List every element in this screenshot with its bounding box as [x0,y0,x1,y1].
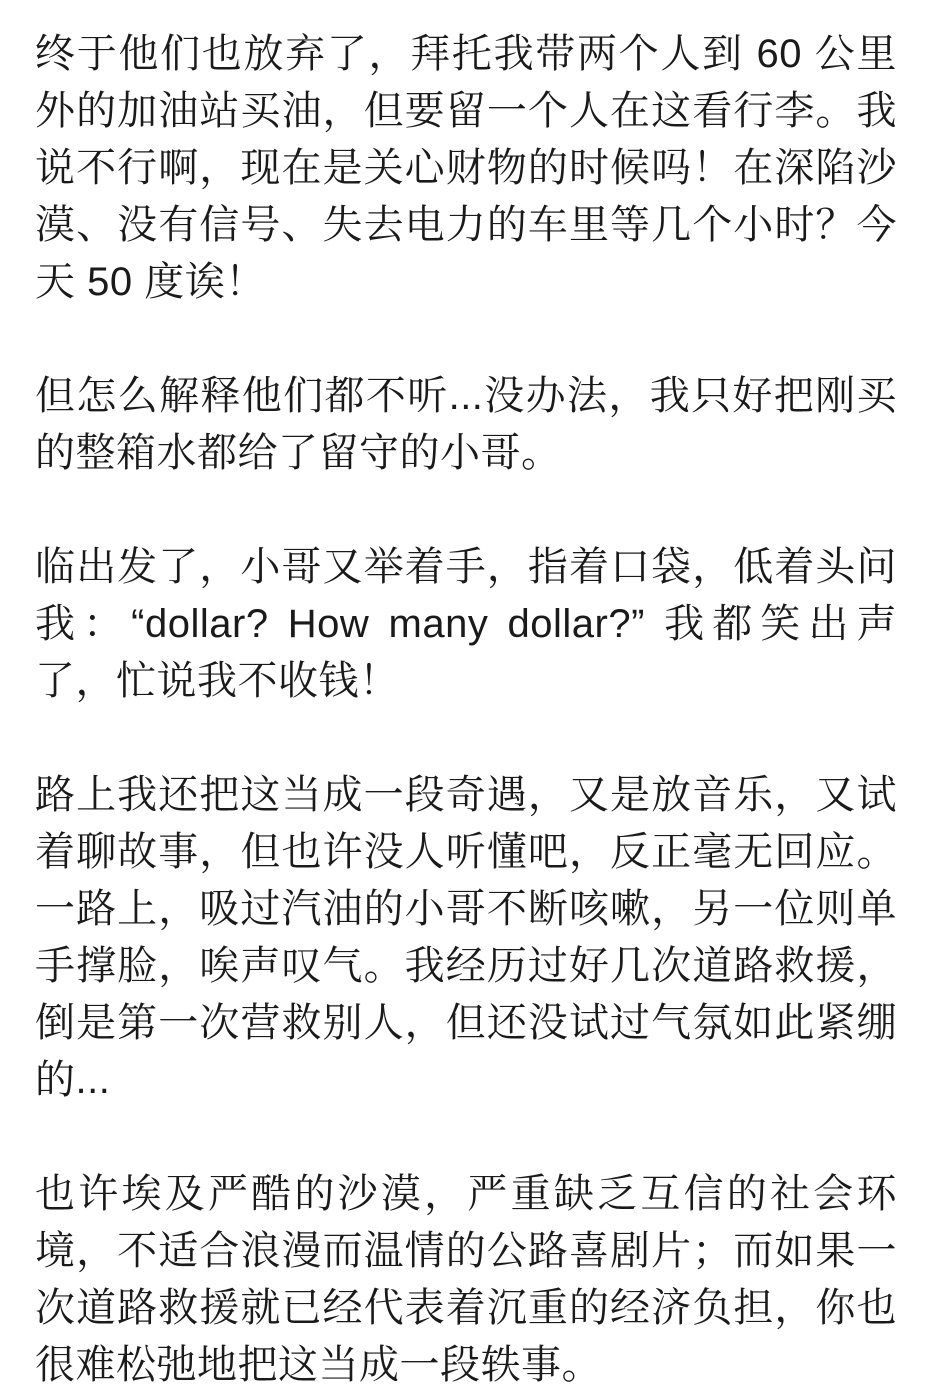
article-paragraph-1: 终于他们也放弃了，拜托我带两个人到 60 公里外的加油站买油，但要留一个人在这看行李。我说不行啊，现在是关心财物的时候吗！在深陷沙漠、没有信号、失去电力的车里等几个小时？今天 50 度诶！ [35,32,897,304]
article-paragraph-4: 路上我还把这当成一段奇遇，又是放音乐，又试着聊故事，但也许没人听懂吧，反正毫无回应。一路上，吸过汽油的小哥不断咳嗽，另一位则单手撑脸，唉声叹气。我经历过好几次道路救援，倒是第一次营救别人，但还没试过气氛如此紧绷的... [35,773,897,1102]
article-paragraph-3: 临出发了，小哥又举着手，指着口袋，低着头问我：“dollar? How many dollar?” 我都笑出声了，忙说我不收钱！ [35,545,897,703]
article-paragraph-5: 也许埃及严酷的沙漠，严重缺乏互信的社会环境，不适合浪漫而温情的公路喜剧片；而如果一次道路救援就已经代表着沉重的经济负担，你也很难松弛地把这当成一段轶事。 [35,1172,897,1387]
article-paragraph-2: 但怎么解释他们都不听...没办法，我只好把刚买的整箱水都给了留守的小哥。 [35,374,897,475]
